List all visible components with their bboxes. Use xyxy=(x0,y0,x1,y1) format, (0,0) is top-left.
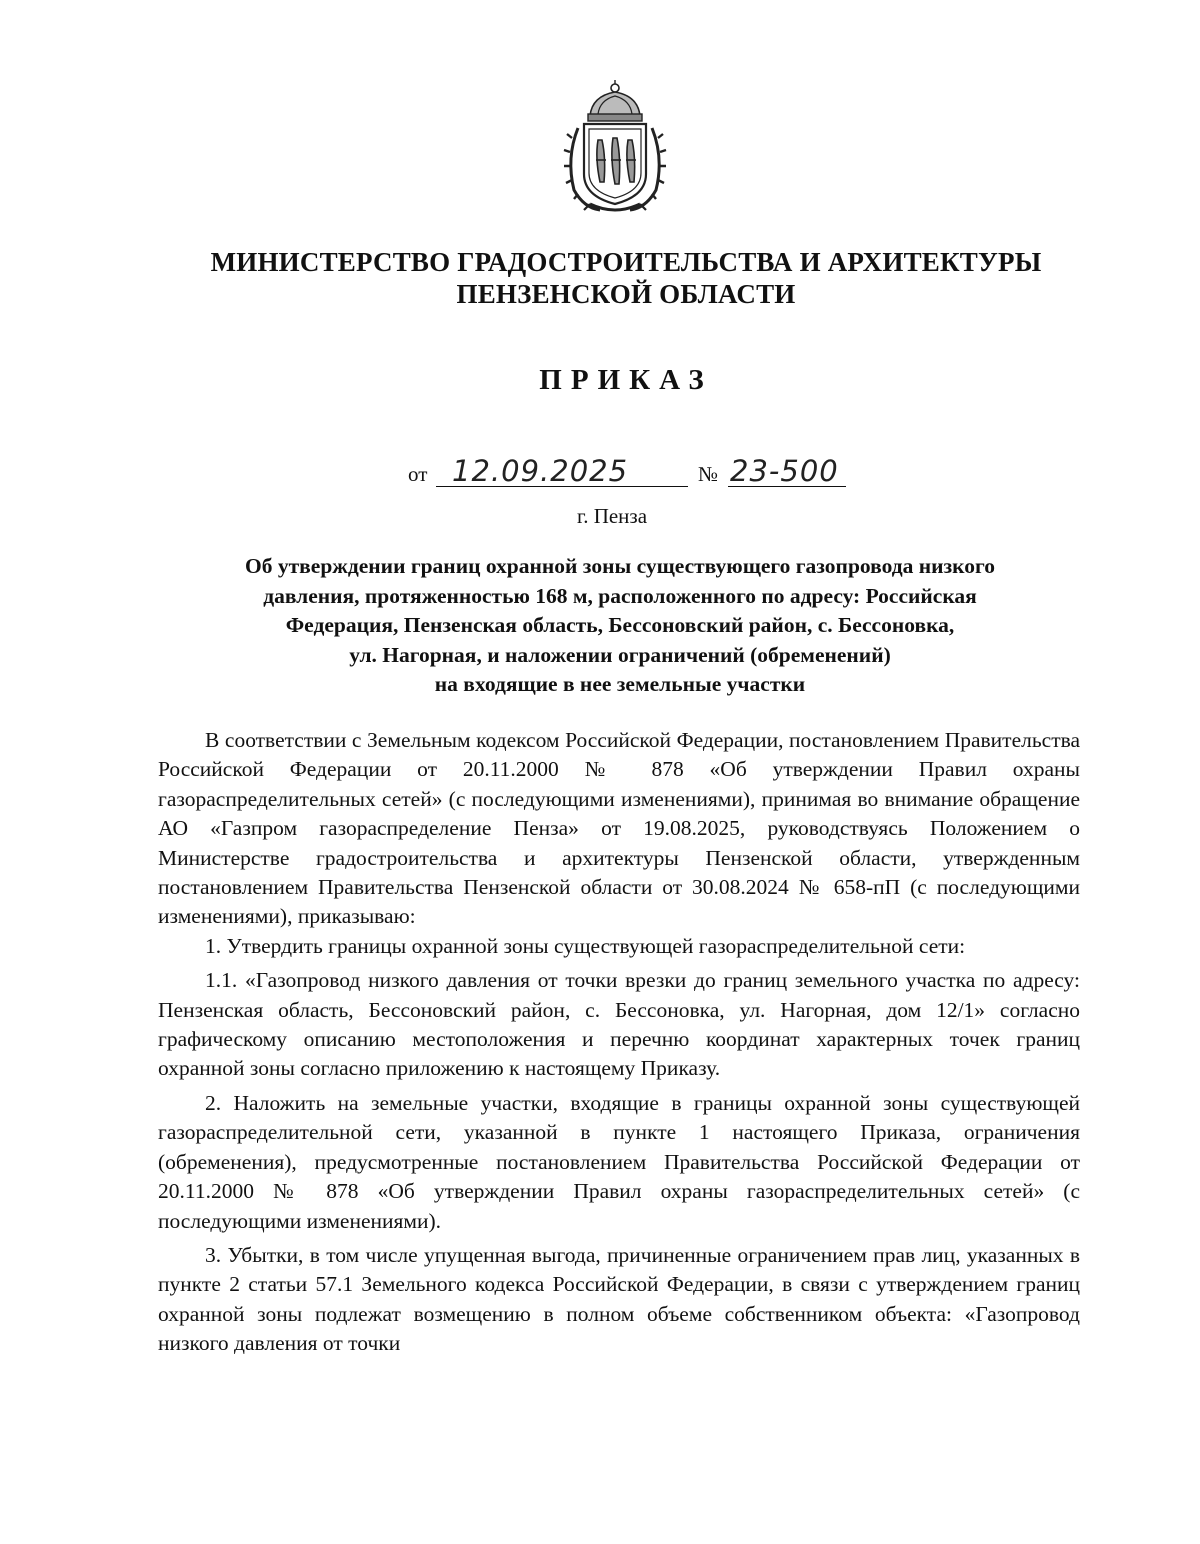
order-title: ПРИКАЗ xyxy=(539,364,713,396)
ministry-name-line1: МИНИСТЕРСТВО ГРАДОСТРОИТЕЛЬСТВА И АРХИТЕКТУРЫ xyxy=(210,247,1042,277)
coat-of-arms-icon xyxy=(560,78,670,218)
order-body xyxy=(158,726,1080,1359)
item-1-paragraph: 1. Утвердить границы охранной зоны существующей газораспределительной сети: xyxy=(205,933,966,958)
item-1-1-paragraph: 1.1. «Газопровод низкого давления от точки врезки до границ земельного участка по адресу: Пензенская область, Бессоновский район, с. Бессоновка, ул. Нагорная, дом 12/1» согласно графическому описанию местоположения и перечню координат характерных точек границ охранной зоны согласно приложению к настоящему Приказу. xyxy=(158,968,1080,1081)
subject-line2: давления, протяженностью 168 м, расположенного по адресу: Российская xyxy=(263,583,977,608)
order-date-handwritten: 12.09.2025 xyxy=(452,454,629,488)
subject-line3: Федерация, Пензенская область, Бессоновский район, с. Бессоновка, xyxy=(285,613,955,637)
preamble-paragraph: В соответствии с Земельным кодексом Российской Федерации, постановлением Правительства Российской Федерации от 20.11.2000 № 878 «Об утверждении Правил охраны газораспределительных сетей» (с последующими изменениями), принимая во внимание обращение АО «Газпром газораспределение Пенза» от 19.08.2025, руководствуясь Положением о Министерстве градостроительства и архитектуры Пензенской области, утвержденным постановлением Правительства Пензенской области от 30.08.2024 № 658-пП (с последующими изменениями), приказываю: xyxy=(158,728,1080,929)
date-prefix: от xyxy=(408,462,428,486)
subject-line1: Об утверждении границ охранной зоны существующего газопровода низкого xyxy=(245,554,995,578)
ministry-name-line2: ПЕНЗЕНСКОЙ ОБЛАСТИ xyxy=(456,279,796,309)
order-number-handwritten: 23-500 xyxy=(730,454,839,488)
item-2-paragraph: 2. Наложить на земельные участки, входящие в границы охранной зоны существующей газораспределительной сети, указанной в пункте 1 настоящего Приказа, ограничения (обременения), предусмотренные постановлением Правительства Российской Федерации от 20.11.2000 № 878 «Об утверждении Правил охраны газораспределительных сетей» (с последующими изменениями). xyxy=(158,1090,1080,1233)
order-city: г. Пенза xyxy=(576,504,648,528)
ministry-name xyxy=(0,246,1200,310)
order-subject xyxy=(150,552,1090,700)
number-prefix: № xyxy=(698,462,719,486)
subject-line4: ул. Нагорная, и наложении ограничений (обременений) xyxy=(349,642,891,667)
subject-line5: на входящие в нее земельные участки xyxy=(434,672,806,696)
item-3-paragraph: 3. Убытки, в том числе упущенная выгода, причиненные ограничением прав лиц, указанных в пункте 2 статьи 57.1 Земельного кодекса Российской Федерации, в связи с утверждением границ охранной зоны подлежат возмещению в полном объеме собственником объекта: «Газопровод низкого давления от точки xyxy=(158,1242,1080,1356)
